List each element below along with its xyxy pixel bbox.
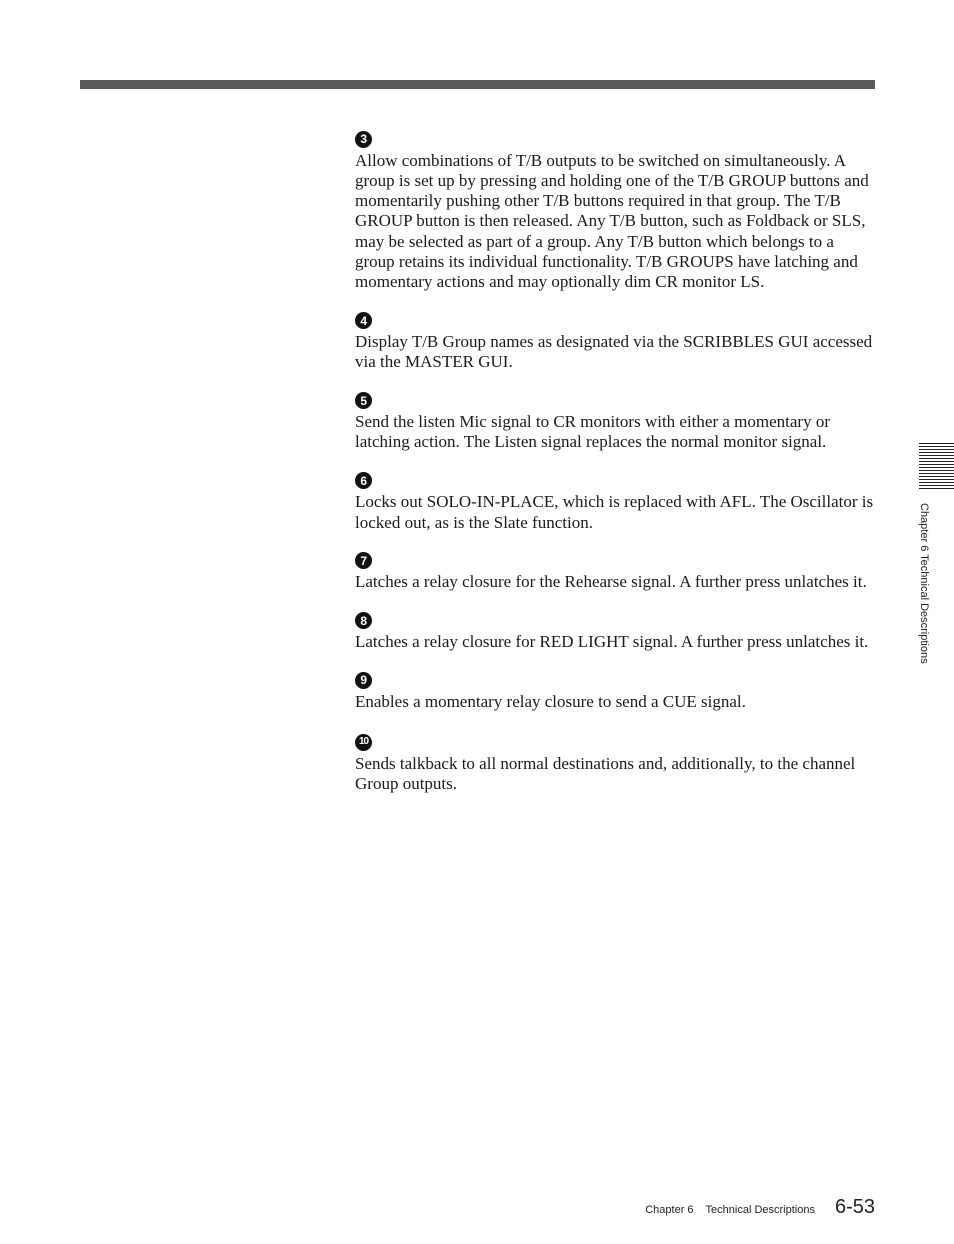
item-description: Locks out SOLO-IN-PLACE, which is replaced with AFL. The Oscillator is locked out, as is the Slate function.	[355, 492, 874, 532]
item-number-badge: 7	[355, 552, 372, 569]
item-number-badge: 3	[355, 131, 372, 148]
page-footer	[645, 1196, 875, 1219]
list-item	[355, 472, 875, 533]
item-description: Allow combinations of T/B outputs to be switched on simultaneously. A group is set up by pressing and holding one of the T/B GROUP buttons and momentarily pushing other T/B buttons required in that group. The T/B GROUP button is then released. Any T/B button, such as Foldback or SLS, may be selected as part of a group. Any T/B button which belongs to a group retains its individual functionality. T/B GROUPS have latching and momentary actions and may optionally dim CR monitor LS.	[355, 150, 869, 292]
list-item	[355, 552, 875, 593]
item-description: Latches a relay closure for RED LIGHT signal. A further press unlatches it.	[355, 632, 869, 652]
chapter-side-label: Chapter 6 Technical Descriptions	[918, 503, 930, 664]
list-item	[355, 612, 875, 653]
item-number-badge: 9	[355, 672, 372, 689]
page-number: 6-53	[834, 1196, 875, 1218]
item-description: Send the listen Mic signal to CR monitors with either a momentary or latching action. The Listen signal replaces the normal monitor signal.	[355, 412, 830, 452]
chapter-tab-marker	[919, 443, 954, 491]
descriptions-list	[355, 130, 875, 813]
list-item	[355, 312, 875, 373]
list-item	[355, 392, 875, 453]
list-item	[355, 130, 875, 293]
item-description: Enables a momentary relay closure to send a CUE signal.	[355, 691, 746, 711]
item-number-badge: 8	[355, 612, 372, 629]
footer-chapter: Chapter 6	[645, 1204, 694, 1216]
item-number-badge: 5	[355, 392, 372, 409]
item-description: Sends talkback to all normal destinations and, additionally, to the channel Group outputs.	[355, 753, 856, 794]
footer-title: Technical Descriptions	[705, 1204, 815, 1216]
item-number-badge: 6	[355, 472, 372, 489]
list-item	[355, 671, 875, 712]
item-number-badge: 10	[355, 734, 372, 751]
item-description: Latches a relay closure for the Rehearse signal. A further press unlatches it.	[355, 572, 867, 592]
item-number-badge: 4	[355, 312, 372, 329]
header-rule	[80, 80, 875, 89]
list-item	[355, 731, 875, 794]
item-description: Display T/B Group names as designated via the SCRIBBLES GUI accessed via the MASTER GUI.	[355, 332, 873, 372]
